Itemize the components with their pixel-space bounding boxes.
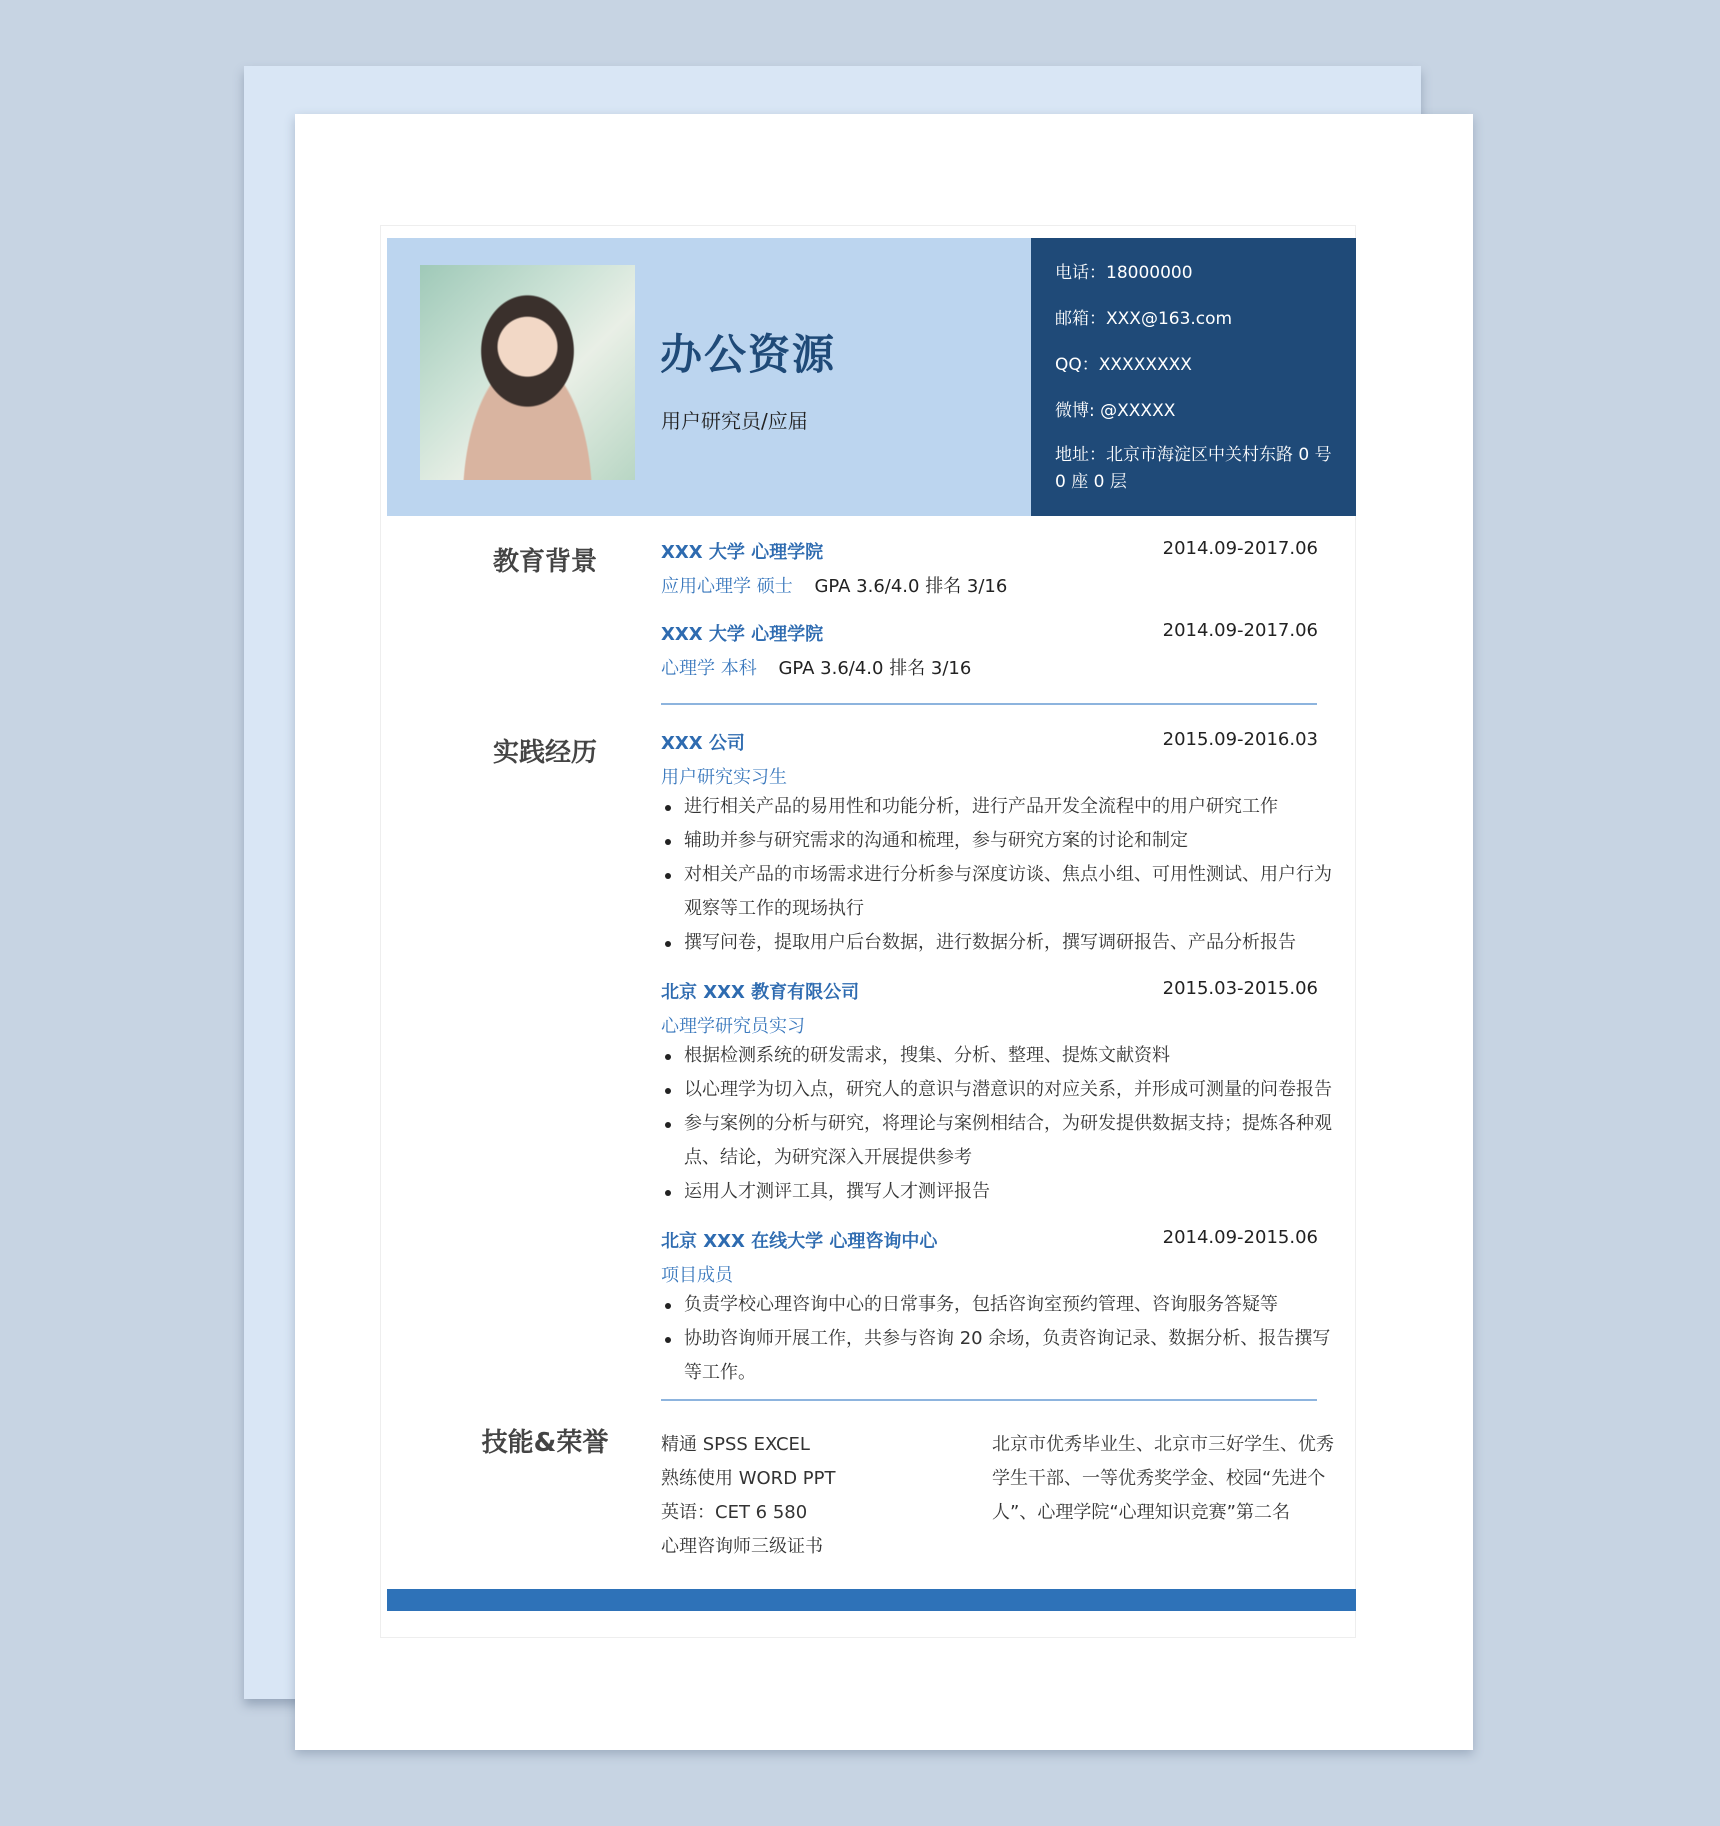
list-item: 进行相关产品的易用性和功能分析，进行产品开发全流程中的用户研究工作 — [661, 790, 1337, 824]
edu-detail-row — [661, 572, 1318, 598]
exp-org-row — [661, 1227, 1318, 1253]
profile-photo — [420, 265, 635, 480]
exp-date: 2015.03-2015.06 — [1162, 978, 1318, 999]
edu-school: XXX 大学 心理学院 — [661, 542, 824, 563]
candidate-name: 办公资源 — [660, 330, 837, 379]
contact-info — [1055, 262, 1345, 492]
edu-gpa: GPA 3.6/4.0 排名 3/16 — [814, 576, 1008, 597]
skill-item: 英语：CET 6 580 — [661, 1502, 808, 1523]
list-item: 以心理学为切入点，研究人的意识与潜意识的对应关系，并形成可测量的问卷报告 — [661, 1073, 1337, 1107]
honors-text: 北京市优秀毕业生、北京市三好学生、优秀学生干部、一等优秀奖学金、校园“先进个人”、心理学院“心理知识竞赛”第二名 — [992, 1434, 1334, 1523]
edu-date: 2014.09-2017.06 — [1162, 538, 1318, 559]
contact-email: 邮箱：XXX@163.com — [1055, 309, 1233, 329]
section-title-education: 教育背景 — [492, 547, 597, 577]
exp-org-row — [661, 729, 1318, 755]
exp-org-row — [661, 978, 1318, 1004]
skill-item: 熟练使用 WORD PPT — [661, 1468, 836, 1489]
exp-org: 北京 XXX 在线大学 心理咨询中心 — [661, 1231, 938, 1252]
exp-role: 心理学研究员实习 — [661, 1016, 805, 1037]
footer-bar — [387, 1589, 1356, 1611]
exp-bullets — [661, 1039, 1337, 1209]
exp-bullets — [661, 790, 1337, 960]
contact-address: 地址：北京市海淀区中关村东路 0 号 0 座 0 层 — [1055, 445, 1332, 492]
list-item: 协助咨询师开展工作，共参与咨询 20 余场，负责咨询记录、数据分析、报告撰写等工作。 — [661, 1322, 1337, 1390]
edu-gpa: GPA 3.6/4.0 排名 3/16 — [778, 658, 972, 679]
list-item: 辅助并参与研究需求的沟通和梳理，参与研究方案的讨论和制定 — [661, 824, 1337, 858]
exp-role: 项目成员 — [661, 1265, 733, 1286]
skill-item: 心理咨询师三级证书 — [661, 1536, 823, 1557]
exp-date: 2014.09-2015.06 — [1162, 1227, 1318, 1248]
edu-school: XXX 大学 心理学院 — [661, 624, 824, 645]
section-divider — [661, 1399, 1317, 1401]
exp-bullets — [661, 1288, 1337, 1390]
edu-school-row — [661, 620, 1318, 646]
section-divider — [661, 703, 1317, 705]
edu-major: 应用心理学 硕士 — [661, 576, 793, 597]
list-item: 根据检测系统的研发需求，搜集、分析、整理、提炼文献资料 — [661, 1039, 1337, 1073]
edu-school-row — [661, 538, 1318, 564]
contact-weibo: 微博: @XXXXX — [1055, 401, 1176, 421]
edu-major: 心理学 本科 — [661, 658, 757, 679]
list-item: 对相关产品的市场需求进行分析参与深度访谈、焦点小组、可用性测试、用户行为观察等工作的现场执行 — [661, 858, 1337, 926]
contact-phone: 电话：18000000 — [1055, 263, 1193, 283]
edu-detail-row — [661, 654, 1318, 680]
exp-role: 用户研究实习生 — [661, 767, 787, 788]
skill-item: 精通 SPSS EXCEL — [661, 1434, 810, 1455]
exp-date: 2015.09-2016.03 — [1162, 729, 1318, 750]
skills-list — [661, 1428, 835, 1564]
list-item: 负责学校心理咨询中心的日常事务，包括咨询室预约管理、咨询服务答疑等 — [661, 1288, 1337, 1322]
exp-org: 北京 XXX 教育有限公司 — [661, 982, 860, 1003]
list-item: 参与案例的分析与研究，将理论与案例相结合，为研发提供数据支持；提炼各种观点、结论，为研究深入开展提供参考 — [661, 1107, 1337, 1175]
exp-org: XXX 公司 — [661, 733, 745, 754]
edu-date: 2014.09-2017.06 — [1162, 620, 1318, 641]
list-item: 运用人才测评工具，撰写人才测评报告 — [661, 1175, 1337, 1209]
section-title-skills: 技能&荣誉 — [481, 1428, 609, 1458]
section-title-experience: 实践经历 — [492, 738, 597, 768]
list-item: 撰写问卷，提取用户后台数据，进行数据分析，撰写调研报告、产品分析报告 — [661, 926, 1337, 960]
contact-qq: QQ：XXXXXXXX — [1055, 355, 1192, 375]
job-title: 用户研究员/应届 — [661, 409, 808, 433]
